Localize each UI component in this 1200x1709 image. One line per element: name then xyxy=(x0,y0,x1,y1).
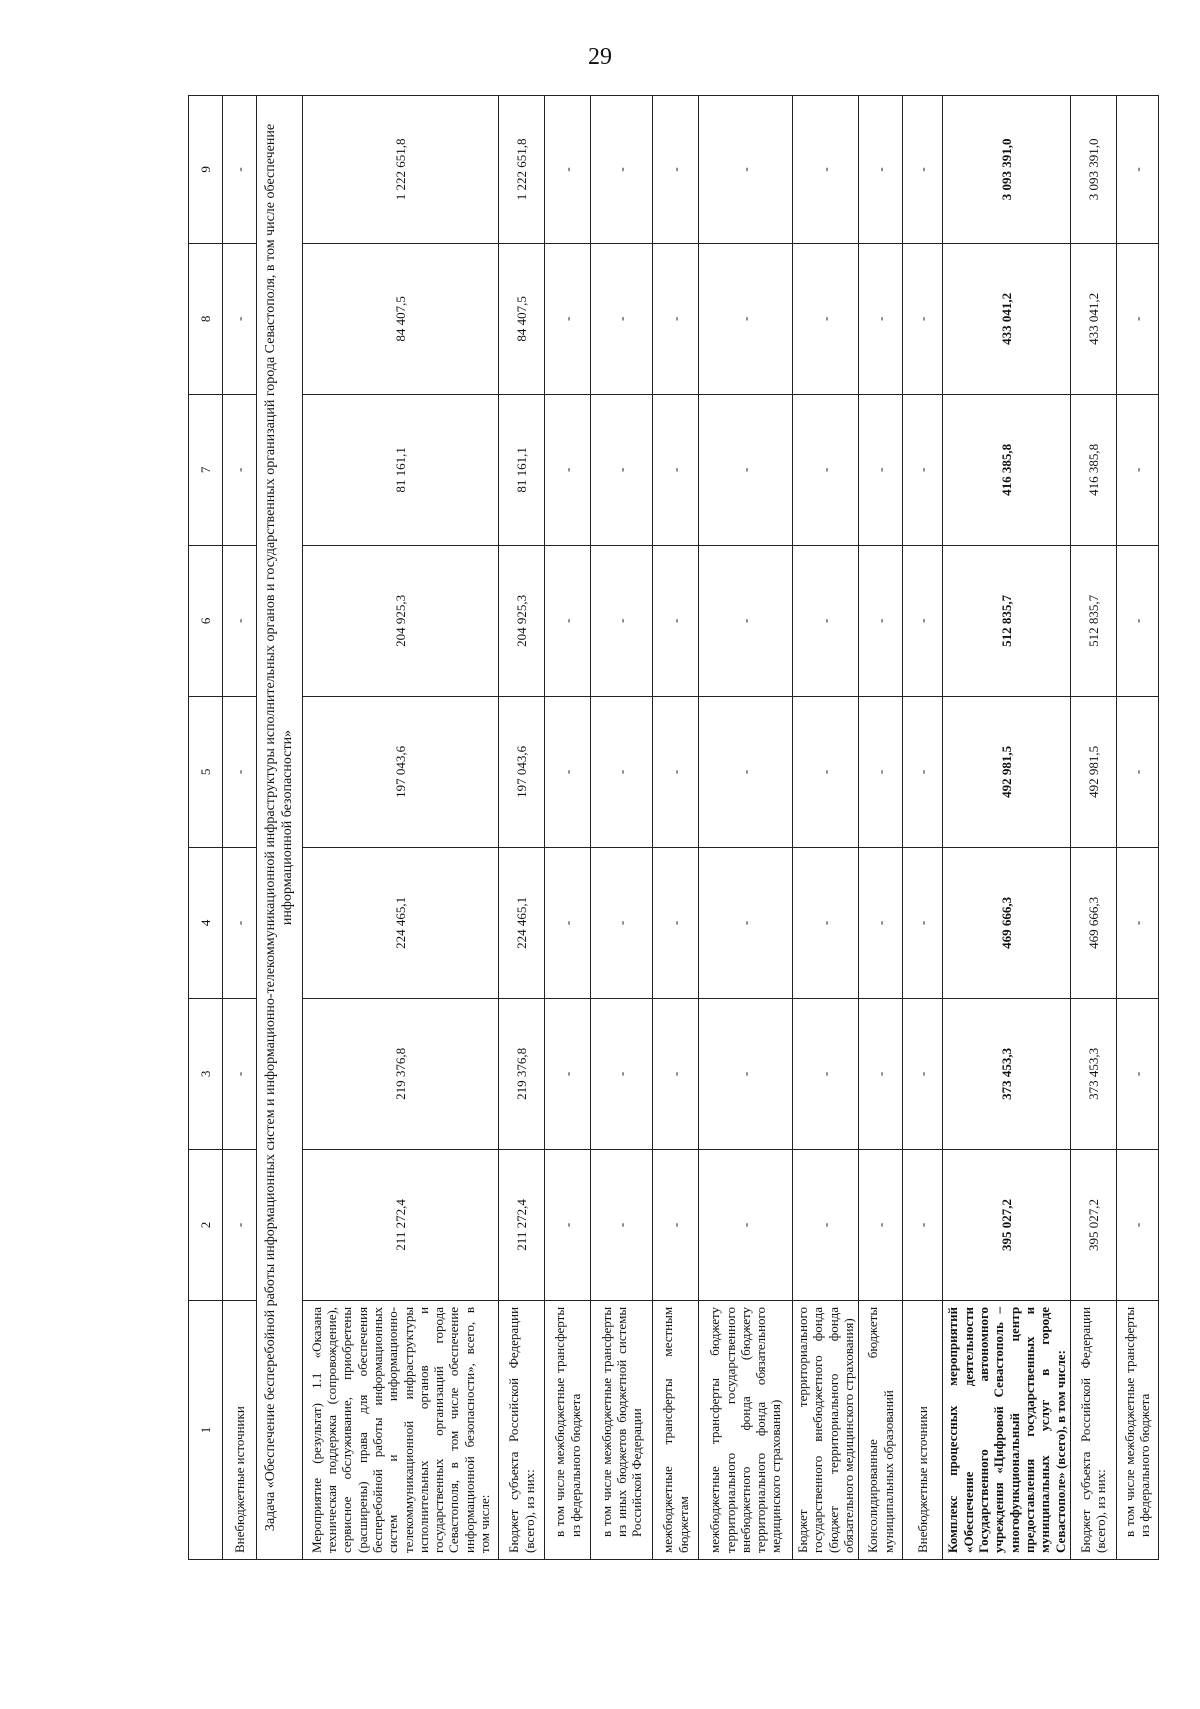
table-row xyxy=(903,96,943,1560)
cell: 469 666,3 xyxy=(943,847,1071,998)
cell: - xyxy=(1116,545,1158,696)
cell: 512 835,7 xyxy=(943,545,1071,696)
cell: - xyxy=(545,545,591,696)
cell: - xyxy=(591,545,653,696)
cell: - xyxy=(859,243,903,394)
cell: - xyxy=(591,243,653,394)
cell: - xyxy=(545,696,591,847)
cell: - xyxy=(699,998,793,1149)
header-col-5: 5 xyxy=(189,696,223,847)
cell: - xyxy=(793,243,859,394)
cell: - xyxy=(1116,998,1158,1149)
row-label: Мероприятие (результат) 1.1 «Оказана техническая поддержка (сопровождение), сервисное обслуживание, приобретены (расширены) права для обеспечения бесперебойной работы информационных систем и информационно-телекоммуникационной инфраструктуры исполнительных органов и государственных организаций города Севастополя, в том числе обеспечение информационной безопасности», всего, в том числе: xyxy=(303,1300,499,1559)
cell: 219 376,8 xyxy=(499,998,545,1149)
cell: - xyxy=(793,696,859,847)
cell: - xyxy=(545,1149,591,1300)
header-col-6: 6 xyxy=(189,545,223,696)
cell: 197 043,6 xyxy=(303,696,499,847)
table-row xyxy=(1116,96,1158,1560)
table-row xyxy=(591,96,653,1560)
cell: 395 027,2 xyxy=(943,1149,1071,1300)
row-label: межбюджетные трансферты местным бюджетам xyxy=(653,1300,699,1559)
cell: 373 453,3 xyxy=(943,998,1071,1149)
cell: 373 453,3 xyxy=(1070,998,1116,1149)
cell: - xyxy=(545,847,591,998)
cell: - xyxy=(859,696,903,847)
cell: 204 925,3 xyxy=(499,545,545,696)
cell: - xyxy=(653,1149,699,1300)
cell: - xyxy=(793,96,859,244)
cell: - xyxy=(793,847,859,998)
cell: - xyxy=(591,847,653,998)
cell: - xyxy=(653,847,699,998)
table-row xyxy=(699,96,793,1560)
row-label: Консолидированные бюджеты муниципальных образований xyxy=(859,1300,903,1559)
cell: 204 925,3 xyxy=(303,545,499,696)
task-row xyxy=(257,96,303,1560)
cell: 211 272,4 xyxy=(499,1149,545,1300)
cell: - xyxy=(1116,96,1158,244)
cell: - xyxy=(223,394,257,545)
cell: - xyxy=(903,1149,943,1300)
row-label: в том числе межбюджетные трансферты из федерального бюджета xyxy=(1116,1300,1158,1559)
cell: - xyxy=(591,96,653,244)
table-row xyxy=(499,96,545,1560)
cell: - xyxy=(903,243,943,394)
page-number: 29 xyxy=(588,44,612,70)
cell: 3 093 391,0 xyxy=(1070,96,1116,244)
cell: - xyxy=(903,394,943,545)
cell: - xyxy=(653,394,699,545)
cell: - xyxy=(591,998,653,1149)
row-label: Внебюджетные источники xyxy=(903,1300,943,1559)
cell: - xyxy=(1116,243,1158,394)
cell: - xyxy=(223,545,257,696)
budget-table xyxy=(188,95,1159,1560)
cell: - xyxy=(223,847,257,998)
cell: 224 465,1 xyxy=(303,847,499,998)
cell: - xyxy=(591,1149,653,1300)
task-text: Задача «Обеспечение бесперебойной работы информационных систем и информационно-телекоммуникационной инфраструктуры исполнительных органов и государственных организаций города Севастополя, в том числе обеспечение информационной безопасности» xyxy=(257,96,303,1560)
cell: - xyxy=(699,545,793,696)
cell: - xyxy=(653,696,699,847)
row-label: в том числе межбюджетные трансферты из иных бюджетов бюджетной системы Российской Федерации xyxy=(591,1300,653,1559)
header-col-3: 3 xyxy=(189,998,223,1149)
cell: - xyxy=(653,998,699,1149)
cell: 416 385,8 xyxy=(943,394,1071,545)
cell: 512 835,7 xyxy=(1070,545,1116,696)
header-col-8: 8 xyxy=(189,243,223,394)
cell: 433 041,2 xyxy=(943,243,1071,394)
rotated-table-container xyxy=(188,95,1153,1560)
cell: - xyxy=(859,545,903,696)
cell: - xyxy=(1116,1149,1158,1300)
cell: - xyxy=(793,394,859,545)
header-col-7: 7 xyxy=(189,394,223,545)
cell: 433 041,2 xyxy=(1070,243,1116,394)
cell: - xyxy=(793,545,859,696)
cell: 219 376,8 xyxy=(303,998,499,1149)
cell: - xyxy=(903,545,943,696)
header-col-1: 1 xyxy=(189,1300,223,1559)
header-row xyxy=(189,96,223,1560)
cell: - xyxy=(699,847,793,998)
cell: - xyxy=(545,243,591,394)
row-label: в том числе межбюджетные трансферты из федерального бюджета xyxy=(545,1300,591,1559)
row-label: Бюджет субъекта Российской Федерации (всего), из них: xyxy=(499,1300,545,1559)
cell: - xyxy=(859,998,903,1149)
cell: - xyxy=(545,394,591,545)
header-col-9: 9 xyxy=(189,96,223,244)
cell: 416 385,8 xyxy=(1070,394,1116,545)
cell: - xyxy=(1116,847,1158,998)
cell: - xyxy=(223,696,257,847)
table-row xyxy=(943,96,1071,1560)
cell: 1 222 651,8 xyxy=(303,96,499,244)
cell: - xyxy=(545,96,591,244)
row-label: Бюджет территориального государственного внебюджетного фонда (бюджет территориального фонда обязательного медицинского страхования) xyxy=(793,1300,859,1559)
cell: - xyxy=(699,243,793,394)
cell: 469 666,3 xyxy=(1070,847,1116,998)
cell: - xyxy=(699,96,793,244)
cell: - xyxy=(859,394,903,545)
table-row xyxy=(793,96,859,1560)
cell: - xyxy=(699,394,793,545)
cell: 492 981,5 xyxy=(943,696,1071,847)
header-col-2: 2 xyxy=(189,1149,223,1300)
table-row xyxy=(303,96,499,1560)
cell: - xyxy=(223,1149,257,1300)
cell: 395 027,2 xyxy=(1070,1149,1116,1300)
cell: - xyxy=(903,847,943,998)
cell: - xyxy=(903,998,943,1149)
cell: - xyxy=(699,696,793,847)
row-label: межбюджетные трансферты бюджету территориального государственного внебюджетного фонда (бюджету территориального фонда обязательного медицинского страхования) xyxy=(699,1300,793,1559)
table-row xyxy=(859,96,903,1560)
table-row xyxy=(653,96,699,1560)
cell: - xyxy=(699,1149,793,1300)
cell: 224 465,1 xyxy=(499,847,545,998)
cell: 197 043,6 xyxy=(499,696,545,847)
cell: - xyxy=(903,696,943,847)
cell: - xyxy=(903,96,943,244)
cell: 84 407,5 xyxy=(499,243,545,394)
cell: 81 161,1 xyxy=(303,394,499,545)
row-label: Бюджет субъекта Российской Федерации (всего), из них: xyxy=(1070,1300,1116,1559)
cell: - xyxy=(223,96,257,244)
cell: - xyxy=(793,998,859,1149)
row-label: Внебюджетные источники xyxy=(223,1300,257,1559)
cell: 81 161,1 xyxy=(499,394,545,545)
cell: - xyxy=(653,96,699,244)
cell: 211 272,4 xyxy=(303,1149,499,1300)
cell: - xyxy=(1116,394,1158,545)
row-label: Комплекс процессных мероприятий «Обеспечение деятельности Государственного автономного учреждения «Цифровой Севастополь – многофункциональный центр предоставления государственных и муниципальных услуг в городе Севастополе» (всего), в том числе: xyxy=(943,1300,1071,1559)
cell: - xyxy=(859,1149,903,1300)
cell: 3 093 391,0 xyxy=(943,96,1071,244)
table-row xyxy=(1070,96,1116,1560)
cell: 492 981,5 xyxy=(1070,696,1116,847)
header-col-4: 4 xyxy=(189,847,223,998)
cell: - xyxy=(591,394,653,545)
cell: - xyxy=(545,998,591,1149)
cell: - xyxy=(859,96,903,244)
table-row xyxy=(223,96,257,1560)
cell: 1 222 651,8 xyxy=(499,96,545,244)
table-row xyxy=(545,96,591,1560)
cell: - xyxy=(653,243,699,394)
cell: - xyxy=(859,847,903,998)
cell: - xyxy=(591,696,653,847)
cell: - xyxy=(223,243,257,394)
cell: - xyxy=(1116,696,1158,847)
cell: - xyxy=(653,545,699,696)
cell: 84 407,5 xyxy=(303,243,499,394)
cell: - xyxy=(223,998,257,1149)
cell: - xyxy=(793,1149,859,1300)
